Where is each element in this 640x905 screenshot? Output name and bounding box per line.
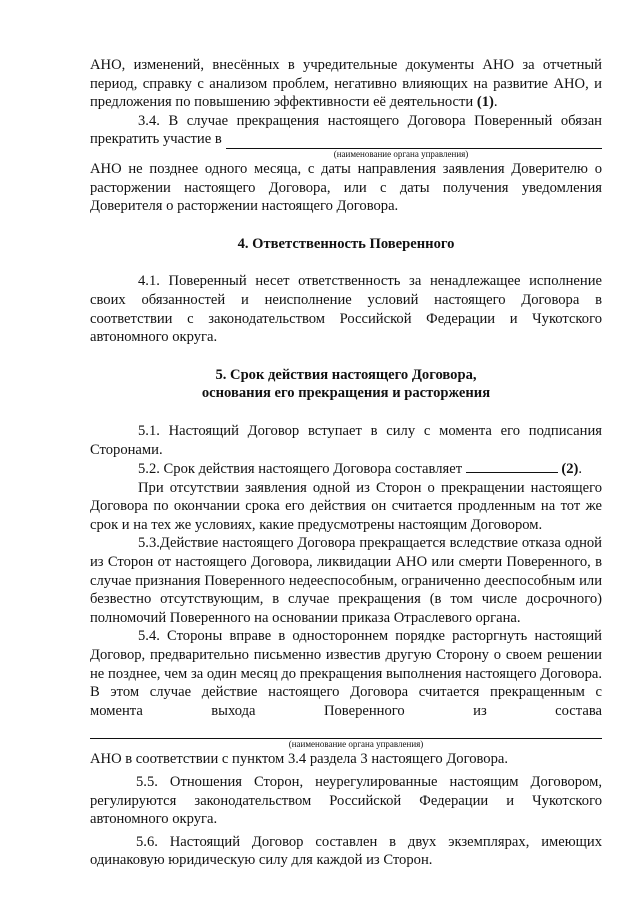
spacer [90, 403, 602, 422]
paragraph-4-1: 4.1. Поверенный несет ответственность за ненадлежащее исполнение своих обязанностей и неисполнение условий настоящего Договора в соответствии с законодательством Российской Федерации и Чукотского автономного округа. [90, 273, 602, 346]
caption-org-name-2: (наименование органа управления) [288, 739, 424, 750]
paragraph-text: АНО, изменений, внесённых в учредительные документы АНО за отчетный период, справку с анализом проблем, негативно влияющих на развитие АНО, и предложения по повышению эффективности её деятельности [90, 57, 602, 111]
spacer [90, 253, 602, 272]
paragraph-3-4-line1: 3.4. В случае прекращения настоящего Договора Поверенный обязан [138, 112, 602, 129]
paragraph-5-2-extension: При отсутствии заявления одной из Сторон о прекращении настоящего Договора по окончании срока его действия он считается продленным на тот же срок и на тех же условиях, какие предусмотрены настоящим Договором. [90, 479, 602, 533]
footnote-ref-2: (2) [561, 461, 579, 478]
fill-in-blank-org[interactable] [226, 134, 602, 149]
fill-in-blank-term[interactable] [466, 459, 558, 473]
section-4-heading: 4. Ответственность Поверенного [237, 235, 455, 252]
paragraph-5-5: 5.5. Отношения Сторон, неурегулированные настоящим Договором, регулируются законодательством Российской Федерации и Чукотского автономного округа. [90, 774, 602, 828]
paragraph-5-6: 5.6. Настоящий Договор составлен в двух экземплярах, имеющих одинаковую юридическую силу для каждой из Сторон. [90, 833, 602, 869]
paragraph-end: . [578, 461, 583, 478]
paragraph-3-4-lead: прекратить участие в [90, 131, 222, 148]
fill-in-blank-org-2[interactable] [90, 724, 602, 739]
footnote-ref-1: (1) [476, 94, 494, 111]
paragraph-5-1: 5.1. Настоящий Договор вступает в силу с момента его подписания Сторонами. [90, 422, 602, 458]
caption-org-name: (наименование органа управления) [333, 148, 469, 159]
paragraph-end: . [493, 94, 498, 111]
paragraph-3-4-continued: АНО не позднее одного месяца, с даты направления заявления Доверителю о расторжении настоящего Договора, или с даты получения уведомления Доверителя о расторжении настоящего Договора. [90, 160, 602, 215]
paragraph-5-2 [90, 459, 602, 479]
section-5-heading-line2: основания его прекращения и расторжения [201, 385, 491, 402]
paragraph-5-2-lead: 5.2. Срок действия настоящего Договора составляет [138, 461, 463, 478]
spacer [90, 216, 602, 235]
paragraph-5-4-continued: АНО в соответствии с пунктом 3.4 раздела 3 настоящего Договора. [90, 751, 509, 768]
section-5-heading-line1: 5. Срок действия настоящего Договора, [215, 366, 477, 383]
spacer [90, 347, 602, 366]
document-page [90, 56, 602, 870]
paragraph-3-3-continued [90, 56, 602, 112]
paragraph-5-4: 5.4. Стороны вправе в одностороннем порядке расторгнуть настоящий Договор, предварительно письменно известив другую Сторону о своем решении не позднее, чем за один месяц до прекращения выполнения настоящего Договора. В этом случае действие настоящего Договора считается прекращенным с момента выхода Поверенного из состава [90, 628, 602, 719]
paragraph-3-4-line2 [90, 130, 602, 149]
paragraph-5-3: 5.3.Действие настоящего Договора прекращается вследствие отказа одной из Сторон от настоящего Договора, ликвидации АНО или смерти Поверенного, в случае признания Поверенного недееспособным, ограниченно дееспособным или безвестно отсутствующим, в случае прекращения (в том числе досрочного) полномочий Поверенного на основании приказа Отраслевого органа. [90, 535, 602, 626]
